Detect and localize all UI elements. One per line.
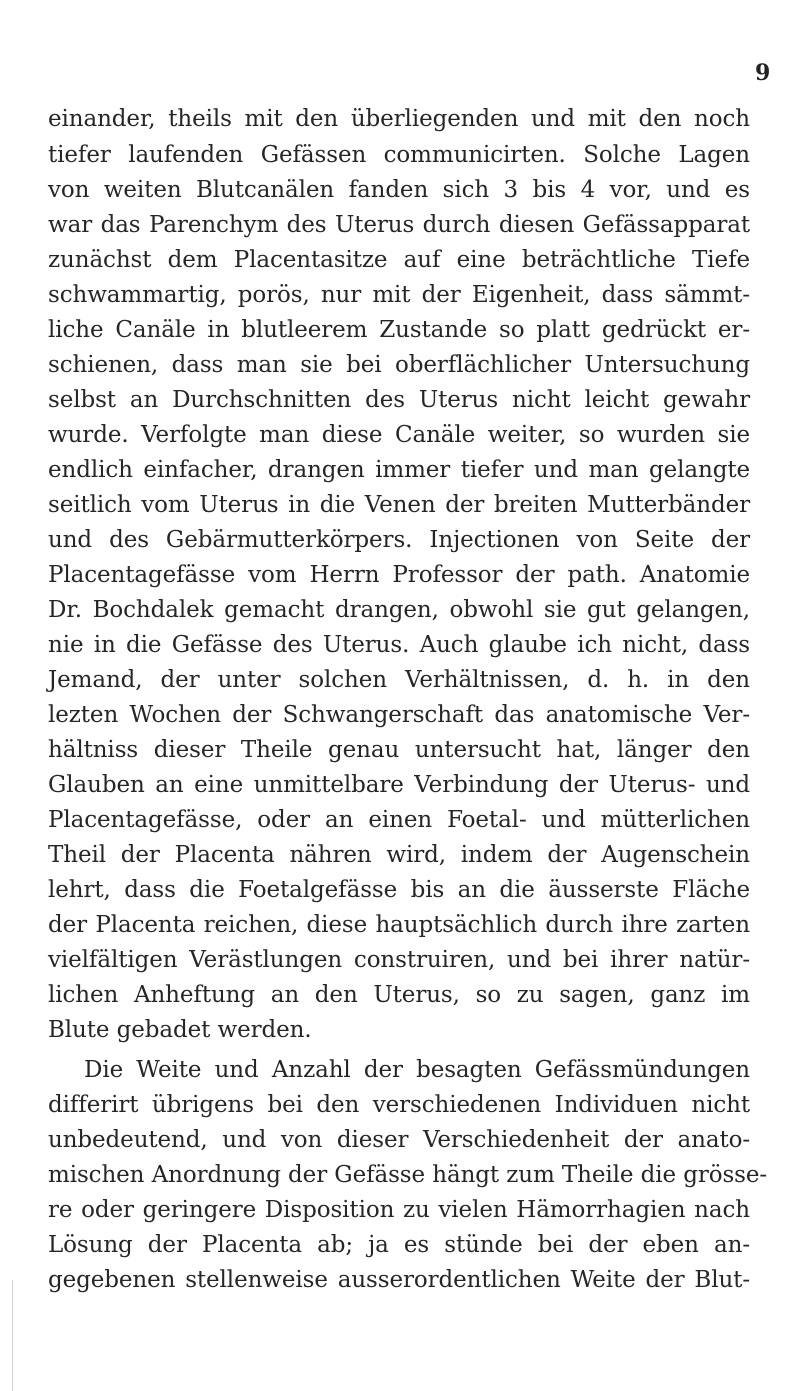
text-line: einander, theils mit den überliegenden und mit den noch: [48, 106, 750, 132]
text-line: Blute gebadet werden.: [48, 1017, 312, 1043]
text-line: war das Parenchym des Uterus durch diesen Gefässapparat: [48, 212, 750, 238]
text-line: mischen Anordnung der Gefässe hängt zum Theile die grösse-: [48, 1162, 768, 1188]
text-line: schienen, dass man sie bei oberflächlicher Untersuchung: [48, 352, 750, 378]
text-line: lehrt, dass die Foetalgefässe bis an die äusserste Fläche: [48, 877, 750, 903]
text-line: vielfältigen Verästlungen construiren, und bei ihrer natür-: [48, 947, 750, 973]
text-line: der Placenta reichen, diese hauptsächlich durch ihre zarten: [48, 912, 750, 938]
page-number: 9: [755, 60, 771, 86]
text-line: tiefer laufenden Gefässen communicirten. Solche Lagen: [48, 142, 750, 168]
text-line: zunächst dem Placentasitze auf eine beträchtliche Tiefe: [48, 247, 750, 273]
text-line: Glauben an eine unmittelbare Verbindung der Uterus- und: [48, 772, 750, 798]
text-line: von weiten Blutcanälen fanden sich 3 bis 4 vor, und es: [48, 177, 750, 203]
text-line: Placentagefässe, oder an einen Foetal- und mütterlichen: [48, 807, 750, 833]
text-line: Theil der Placenta nähren wird, indem der Augenschein: [48, 842, 750, 868]
text-line: differirt übrigens bei den verschiedenen Individuen nicht: [48, 1092, 750, 1118]
text-line: selbst an Durchschnitten des Uterus nicht leicht gewahr: [48, 387, 750, 413]
text-line: Lösung der Placenta ab; ja es stünde bei der eben an-: [48, 1232, 750, 1258]
paragraph-first-line: Die Weite und Anzahl der besagten Gefässmündungen: [84, 1057, 750, 1083]
text-line: endlich einfacher, drangen immer tiefer und man gelangte: [48, 457, 750, 483]
text-line: Jemand, der unter solchen Verhältnissen, d. h. in den: [48, 667, 750, 693]
text-line: und des Gebärmutterkörpers. Injectionen von Seite der: [48, 527, 750, 553]
text-line: Placentagefässe vom Herrn Professor der path. Anatomie: [48, 562, 750, 588]
text-line: schwammartig, porös, nur mit der Eigenheit, dass sämmt-: [48, 282, 750, 308]
text-line: gegebenen stellenweise ausserordentlichen Weite der Blut-: [48, 1267, 750, 1293]
text-line: re oder geringere Disposition zu vielen Hämorrhagien nach: [48, 1197, 750, 1223]
text-line: Dr. Bochdalek gemacht drangen, obwohl sie gut gelangen,: [48, 597, 750, 623]
text-line: unbedeutend, und von dieser Verschiedenheit der anato-: [48, 1127, 750, 1153]
text-line: hältniss dieser Theile genau untersucht hat, länger den: [48, 737, 750, 763]
text-line: seitlich vom Uterus in die Venen der breiten Mutterbänder: [48, 492, 750, 518]
margin-rule: [12, 1280, 13, 1391]
text-line: nie in die Gefässe des Uterus. Auch glaube ich nicht, dass: [48, 632, 750, 658]
text-line: liche Canäle in blutleerem Zustande so platt gedrückt er-: [48, 317, 750, 343]
text-line: lezten Wochen der Schwangerschaft das anatomische Ver-: [48, 702, 750, 728]
text-line: lichen Anheftung an den Uterus, so zu sagen, ganz im: [48, 982, 750, 1008]
text-line: wurde. Verfolgte man diese Canäle weiter, so wurden sie: [48, 422, 750, 448]
